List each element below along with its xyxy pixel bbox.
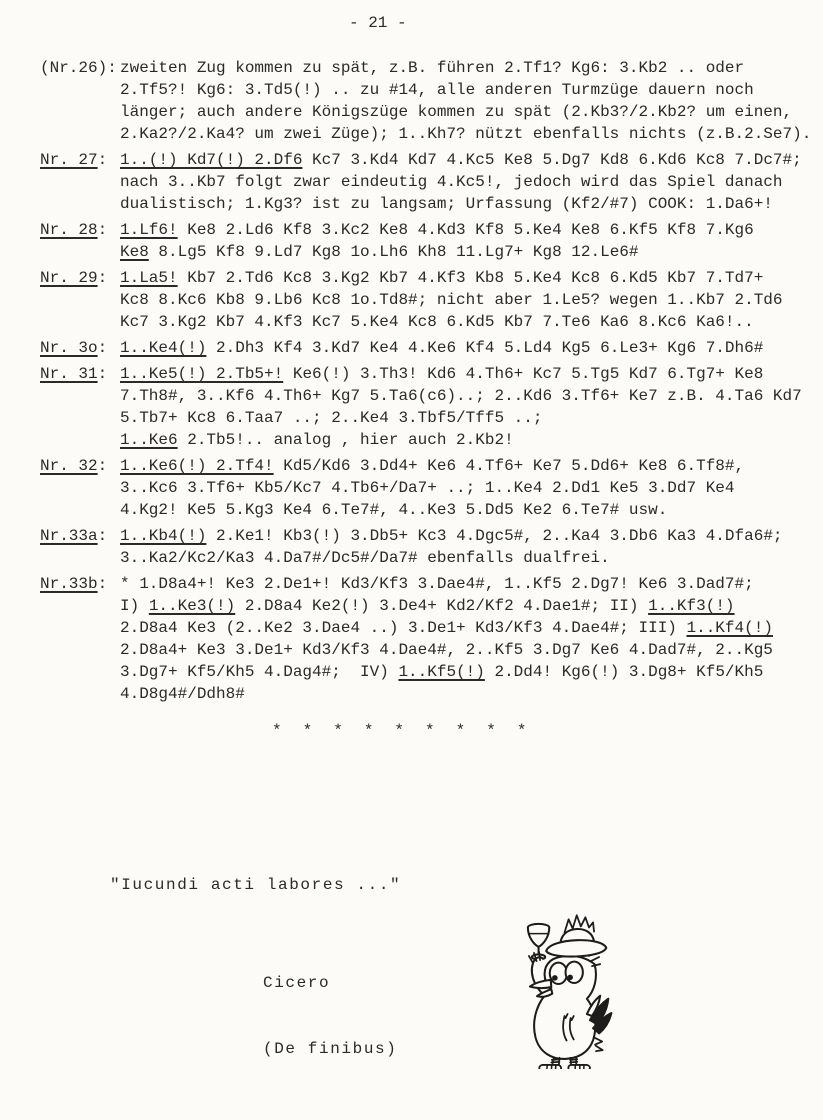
solution-line: * 1.D8a4+! Ke3 2.De1+! Kd3/Kf3 3.Dae4#, 1..Kf5 2.Dg7! Ke6 3.Dad7#; bbox=[120, 575, 754, 593]
entry-solution-text bbox=[120, 455, 821, 521]
solution-line: Ke8 8.Lg5 Kf8 9.Ld7 Kg8 1o.Lh6 Kh8 11.Lg7+ Kg8 12.Le6# bbox=[120, 243, 639, 261]
solution-line: 4.Kg2! Ke5 5.Kg3 Ke4 6.Te7#, 4..Ke3 5.Dd5 Ke2 6.Te7# usw. bbox=[120, 501, 668, 519]
entry-number-label: Nr.33b: bbox=[40, 575, 108, 593]
solution-line: 1..Kb4(!) 2.Ke1! Kb3(!) 3.Db5+ Kc3 4.Dgc5#, 2..Ka4 3.Db6 Ka3 4.Dfa6#; bbox=[120, 527, 783, 545]
entry-number-label: Nr. 27: bbox=[40, 151, 108, 169]
entry-solution-text bbox=[120, 267, 821, 333]
solution-entry bbox=[40, 337, 821, 359]
entry-solution-text bbox=[120, 573, 821, 705]
solution-line: länger; auch andere Königszüge kommen zu spät (2.Kb3?/2.Kb2? um einen, bbox=[120, 103, 793, 121]
solution-line: 2.D8a4+ Ke3 3.De1+ Kd3/Kf3 4.Dae4#, 2..Kf5 3.Dg7 Ke6 4.Dad7#, 2..Kg5 bbox=[120, 641, 773, 659]
solution-line: Kc7 3.Kg2 Kb7 4.Kf3 Kc7 5.Ke4 Kc8 6.Kd5 Kb7 7.Te6 Ka6 8.Kc6 Ka6!.. bbox=[120, 313, 754, 331]
entry-number-label: Nr. 3o: bbox=[40, 339, 108, 357]
entry-number-label: Nr. 29: bbox=[40, 269, 108, 287]
entry-number-label: (Nr.26): bbox=[40, 59, 117, 77]
solution-entry bbox=[40, 267, 821, 333]
solution-line: 3..Kc6 3.Tf6+ Kb5/Kc7 4.Tb6+/Da7+ ..; 1..Ke4 2.Dd1 Ke5 3.Dd7 Ke4 bbox=[120, 479, 735, 497]
entry-solution-text bbox=[120, 57, 821, 145]
solution-line: 1..Ke6 2.Tb5!.. analog , hier auch 2.Kb2! bbox=[120, 431, 514, 449]
entry-solution-text bbox=[120, 363, 821, 451]
chess-solution-entries bbox=[40, 57, 821, 709]
quote-attribution bbox=[263, 928, 397, 1104]
solution-line: 1..Ke5(!) 2.Tb5+! Ke6(!) 3.Th3! Kd6 4.Th6+ Kc7 5.Tg5 Kd7 6.Tg7+ Ke8 bbox=[120, 365, 764, 383]
quote-source: (De finibus) bbox=[263, 1040, 398, 1058]
quote-author: Cicero bbox=[263, 974, 331, 992]
solution-line: 3..Ka2/Kc2/Ka3 4.Da7#/Dc5#/Da7# ebenfalls dualfrei. bbox=[120, 549, 610, 567]
solution-line: Kc8 8.Kc6 Kb8 9.Lb6 Kc8 1o.Td8#; nicht aber 1.Le5? wegen 1..Kb7 2.Td6 bbox=[120, 291, 783, 309]
solution-line: 3.Dg7+ Kf5/Kh5 4.Dag4#; IV) 1..Kf5(!) 2.Dd4! Kg6(!) 3.Dg8+ Kf5/Kh5 bbox=[120, 663, 764, 681]
solution-line: 1.Lf6! Ke8 2.Ld6 Kf8 3.Kc2 Ke8 4.Kd3 Kf8 5.Ke4 Ke8 6.Kf5 Kf8 7.Kg6 bbox=[120, 221, 754, 239]
entry-solution-text bbox=[120, 219, 821, 263]
solution-entry bbox=[40, 573, 821, 705]
solution-line: 1.La5! Kb7 2.Td6 Kc8 3.Kg2 Kb7 4.Kf3 Kb8 5.Ke4 Kc8 6.Kd5 Kb7 7.Td7+ bbox=[120, 269, 764, 287]
entry-number-label: Nr. 28: bbox=[40, 221, 108, 239]
solution-entry bbox=[40, 455, 821, 521]
solution-line: zweiten Zug kommen zu spät, z.B. führen 2.Tf1? Kg6: 3.Kb2 .. oder bbox=[120, 59, 745, 77]
solution-line: 2.Ka2?/2.Ka4? um zwei Züge); 1..Kh7? nützt ebenfalls nichts (z.B.2.Se7). bbox=[120, 125, 812, 143]
asterisk-separator: * * * * * * * * * bbox=[272, 722, 528, 740]
entry-number-label: Nr.33a: bbox=[40, 527, 108, 545]
bird-with-wine-glass-icon bbox=[499, 901, 627, 1069]
solution-entry bbox=[40, 363, 821, 451]
solution-entry bbox=[40, 57, 821, 145]
solution-line: 2.D8a4 Ke3 (2..Ke2 3.Dae4 ..) 3.De1+ Kd3/Kf3 4.Dae4#; III) 1..Kf4(!) bbox=[120, 619, 773, 637]
solution-line: 2.Tf5?! Kg6: 3.Td5(!) .. zu #14, alle anderen Turmzüge dauern noch bbox=[120, 81, 754, 99]
solution-line: 1..Ke4(!) 2.Dh3 Kf4 3.Kd7 Ke4 4.Ke6 Kf4 5.Ld4 Kg5 6.Le3+ Kg6 7.Dh6# bbox=[120, 339, 764, 357]
solution-entry bbox=[40, 525, 821, 569]
entry-solution-text bbox=[120, 525, 821, 569]
entry-solution-text bbox=[120, 337, 821, 359]
entry-number-label: Nr. 32: bbox=[40, 457, 108, 475]
page-number: - 21 - bbox=[349, 14, 407, 32]
latin-quote: "Iucundi acti labores ..." bbox=[110, 876, 402, 894]
solution-line: 1..Ke6(!) 2.Tf4! Kd5/Kd6 3.Dd4+ Ke6 4.Tf6+ Ke7 5.Dd6+ Ke8 6.Tf8#, bbox=[120, 457, 745, 475]
solution-entry bbox=[40, 219, 821, 263]
solution-entry bbox=[40, 149, 821, 215]
entry-solution-text bbox=[120, 149, 821, 215]
solution-line: dualistisch; 1.Kg3? ist zu langsam; Urfassung (Kf2/#7) COOK: 1.Da6+! bbox=[120, 195, 773, 213]
solution-line: 7.Th8#, 3..Kf6 4.Th6+ Kg7 5.Ta6(c6)..; 2..Kd6 3.Tf6+ Ke7 z.B. 4.Ta6 Kd7 bbox=[120, 387, 802, 405]
solution-line: 4.D8g4#/Ddh8# bbox=[120, 685, 245, 703]
solution-line: nach 3..Kb7 folgt zwar eindeutig 4.Kc5!, jedoch wird das Spiel danach bbox=[120, 173, 783, 191]
solution-line: 5.Tb7+ Kc8 6.Taa7 ..; 2..Ke4 3.Tbf5/Tff5 ..; bbox=[120, 409, 543, 427]
solution-line: 1..(!) Kd7(!) 2.Df6 Kc7 3.Kd4 Kd7 4.Kc5 Ke8 5.Dg7 Kd8 6.Kd6 Kc8 7.Dc7#; bbox=[120, 151, 802, 169]
entry-number-label: Nr. 31: bbox=[40, 365, 108, 383]
solution-line: I) 1..Ke3(!) 2.D8a4 Ke2(!) 3.De4+ Kd2/Kf2 4.Dae1#; II) 1..Kf3(!) bbox=[120, 597, 735, 615]
